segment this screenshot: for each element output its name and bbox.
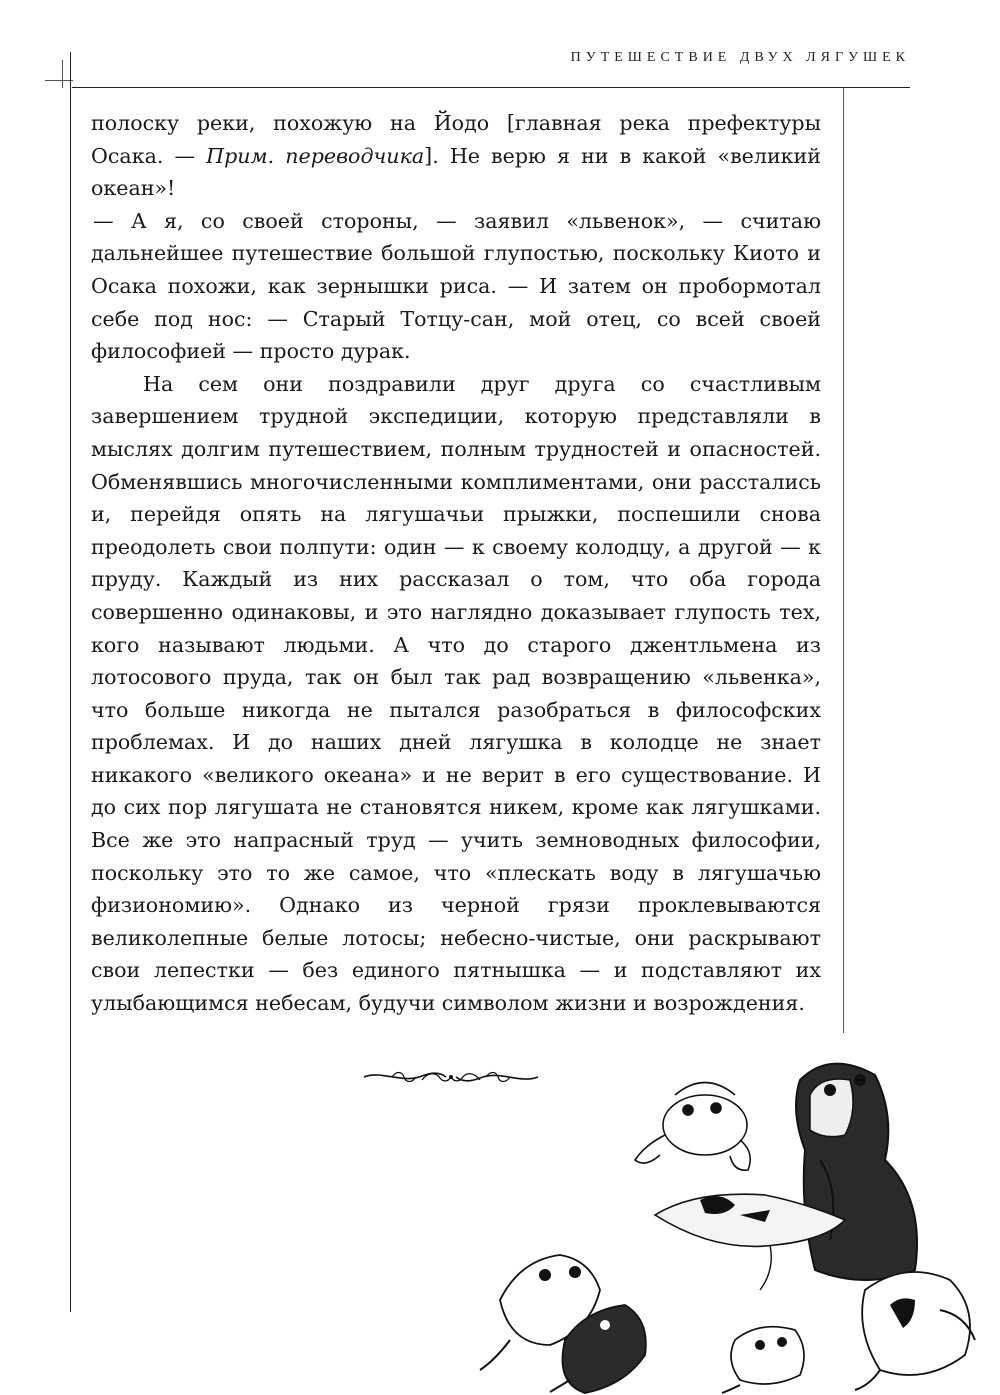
frogs-illustration — [470, 1040, 1000, 1395]
paragraph-1 — [91, 107, 821, 205]
paragraph-2: — А я, со своей стороны, — заявил «львенок», — считаю дальнейшее путешествие большой глупостью, поскольку Киото и Осака похожи, как зернышки риса. — И затем он пробормотал себе под нос: — Старый Тотцу-сан, мой отец, со всей своей философией — просто дурак. — [91, 208, 821, 364]
large-frog-icon — [796, 1064, 917, 1280]
frog-icon — [855, 1272, 975, 1390]
running-head: ПУТЕШЕСТВИЕ ДВУХ ЛЯГУШЕК — [570, 50, 910, 65]
crop-mark — [45, 80, 73, 81]
paragraph-3: На сем они поздравили друг друга со счастливым завершением трудной экспедиции, которую представляли в мыслях долгим путешествием, полным трудностей и опасностей. Обменявшись многочисленными комплиментами, они расстались и, перейдя опять на лягушачьи прыжки, поспешили снова преодолеть свои полпути: один — к своему колодцу, а другой — к пруду. Каждый из них рассказал о том, что оба города совершенно одинаковы, и это наглядно доказывает глупость тех, кого называют людьми. А что до старого джентльмена из лотосового пруда, так он был так рад возвращению «львенка», что больше никогда не пытался разобраться в философских проблемах. И до наших дней лягушка в колодце не знает никакого «великого океана» и не верит в его существование. И до сих пор лягушата не становятся никем, кроме как лягушками. Все же это напрасный труд — учить земноводных философии, поскольку это то же самое, что «плескать воду в лягушачью физиономию». Однако из черной грязи проклевываются великолепные белые лотосы; небесно-чистые, они раскрывают свои лепестки — без единого пятнышка — и подставляют их улыбающимся небесам, будучи символом жизни и возрождения. — [91, 371, 821, 1016]
paragraph-1-text-a: полоску реки, похожую на Йодо [главная река префектуры Осака. — — [91, 111, 821, 168]
frog-icon — [635, 1083, 750, 1171]
header-rule — [72, 87, 910, 88]
crop-mark — [62, 60, 63, 88]
left-margin-rule — [70, 52, 71, 1312]
body-text — [91, 107, 821, 1020]
translator-note: Прим. переводчика — [206, 143, 425, 168]
frog-icon — [722, 1327, 804, 1393]
paragraph-1-text-b: ]. Не верю я ни в какой «великий океан»! — [91, 143, 822, 201]
right-margin-rule — [843, 88, 844, 1033]
